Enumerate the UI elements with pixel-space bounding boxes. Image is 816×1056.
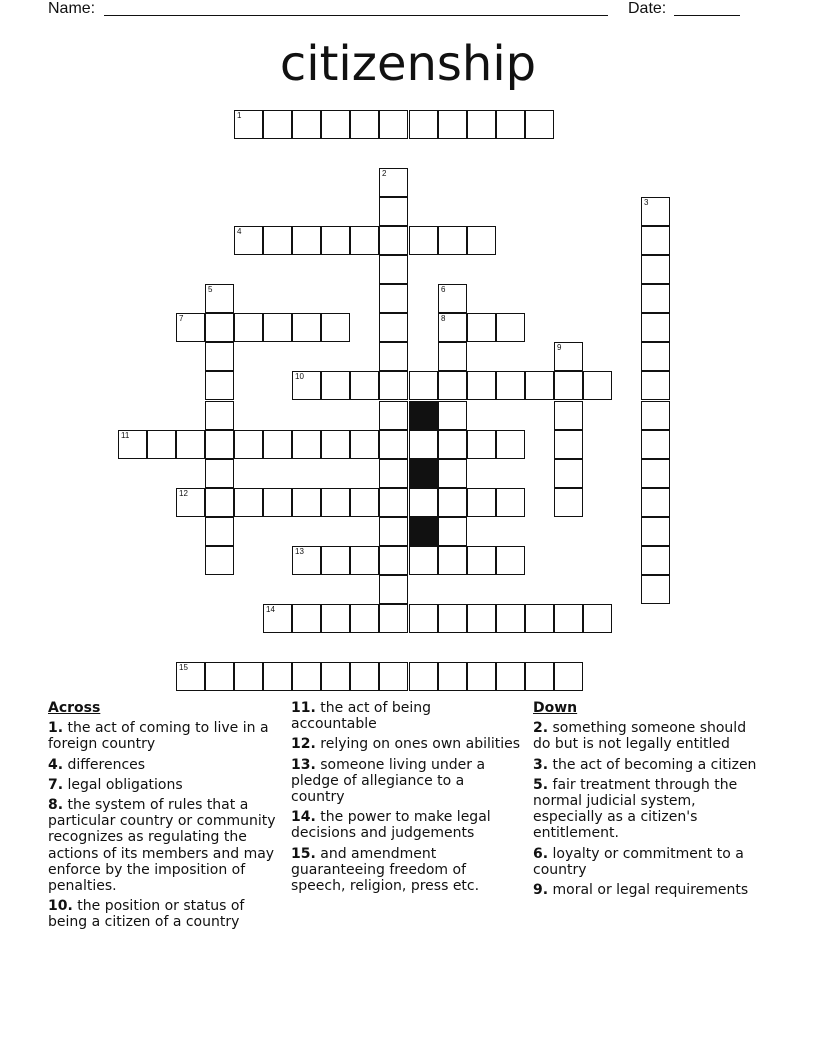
grid-cell[interactable] xyxy=(409,662,438,691)
clue-item xyxy=(291,757,521,806)
grid-cell[interactable] xyxy=(350,110,379,139)
grid-cell[interactable] xyxy=(263,226,292,255)
date-label: Date: xyxy=(628,0,667,17)
grid-cell[interactable] xyxy=(205,284,234,313)
grid-cell[interactable] xyxy=(176,662,205,691)
grid-cell[interactable] xyxy=(350,662,379,691)
grid-cell[interactable] xyxy=(467,313,496,342)
grid-cell[interactable] xyxy=(263,662,292,691)
grid-cell[interactable] xyxy=(205,488,234,517)
grid-cell[interactable] xyxy=(438,459,467,488)
grid-cell[interactable] xyxy=(205,546,234,575)
cell-number: 4 xyxy=(237,227,242,236)
grid-cell[interactable] xyxy=(234,488,263,517)
grid-cell[interactable] xyxy=(554,430,583,459)
cell-number: 2 xyxy=(382,169,387,178)
clue-text: the act of becoming a citizen xyxy=(548,756,757,773)
grid-cell[interactable] xyxy=(321,662,350,691)
clue-text: something someone should do but is not legally entitled xyxy=(533,720,747,753)
grid-cell[interactable] xyxy=(641,197,670,226)
grid-cell[interactable] xyxy=(438,226,467,255)
name-field[interactable] xyxy=(104,15,608,16)
grid-cell[interactable] xyxy=(292,371,321,400)
clue-item xyxy=(291,846,521,895)
clue-item xyxy=(533,720,763,752)
grid-cell[interactable] xyxy=(409,110,438,139)
clue-item xyxy=(48,797,278,894)
clue-number: 1. xyxy=(48,720,64,737)
grid-cell[interactable] xyxy=(438,546,467,575)
grid-cell[interactable] xyxy=(409,546,438,575)
grid-cell[interactable] xyxy=(554,459,583,488)
grid-cell[interactable] xyxy=(205,342,234,371)
clue-text: fair treatment through the normal judicial system, especially as a citizen's entitlement. xyxy=(533,776,738,842)
grid-cell[interactable] xyxy=(379,662,408,691)
grid-cell[interactable] xyxy=(641,459,670,488)
clue-text: the system of rules that a particular country or community recognizes as regulating the actions of its members and may enforce by the imposition of penalties. xyxy=(48,797,276,895)
clue-item xyxy=(533,846,763,878)
clue-number: 10. xyxy=(48,898,73,915)
grid-cell[interactable] xyxy=(641,371,670,400)
clue-text: and amendment guaranteeing freedom of speech, religion, press etc. xyxy=(291,845,480,895)
grid-cell[interactable] xyxy=(292,546,321,575)
across-clues-continued xyxy=(291,700,521,898)
clue-text: moral or legal requirements xyxy=(548,882,749,899)
grid-cell[interactable] xyxy=(496,662,525,691)
cell-number: 13 xyxy=(295,547,304,556)
clue-item xyxy=(291,809,521,841)
grid-cell[interactable] xyxy=(496,313,525,342)
grid-cell[interactable] xyxy=(409,488,438,517)
cell-number: 11 xyxy=(121,431,130,440)
grid-cell[interactable] xyxy=(641,401,670,430)
grid-cell[interactable] xyxy=(350,371,379,400)
grid-cell[interactable] xyxy=(379,604,408,633)
grid-cell[interactable] xyxy=(641,488,670,517)
date-field[interactable] xyxy=(674,15,740,16)
grid-cell[interactable] xyxy=(438,284,467,313)
grid-cell[interactable] xyxy=(438,110,467,139)
grid-cell[interactable] xyxy=(263,313,292,342)
grid-cell[interactable] xyxy=(641,575,670,604)
across-clue-list-continued xyxy=(291,700,521,894)
clue-text: differences xyxy=(63,756,146,773)
grid-cell[interactable] xyxy=(641,430,670,459)
grid-cell[interactable] xyxy=(350,604,379,633)
grid-cell[interactable] xyxy=(321,604,350,633)
grid-cell[interactable] xyxy=(409,604,438,633)
clue-item xyxy=(291,700,521,732)
cell-number: 9 xyxy=(557,343,562,352)
across-clue-list xyxy=(48,720,278,930)
cell-number: 15 xyxy=(179,663,188,672)
grid-cell[interactable] xyxy=(118,430,147,459)
clue-text: the act of being accountable xyxy=(291,700,431,733)
grid-cell[interactable] xyxy=(379,255,408,284)
clue-item xyxy=(533,757,763,773)
clue-text: loyalty or commitment to a country xyxy=(533,845,744,878)
grid-cell[interactable] xyxy=(234,313,263,342)
grid-cell[interactable] xyxy=(641,342,670,371)
grid-cell[interactable] xyxy=(641,284,670,313)
grid-cell[interactable] xyxy=(379,575,408,604)
grid-cell[interactable] xyxy=(467,488,496,517)
grid-cell[interactable] xyxy=(379,342,408,371)
clue-text: the power to make legal decisions and judgements xyxy=(291,809,491,842)
grid-cell[interactable] xyxy=(467,604,496,633)
grid-cell[interactable] xyxy=(467,110,496,139)
grid-cell[interactable] xyxy=(379,546,408,575)
grid-cell[interactable] xyxy=(438,430,467,459)
grid-cell[interactable] xyxy=(467,662,496,691)
grid-cell[interactable] xyxy=(263,110,292,139)
grid-cell[interactable] xyxy=(438,371,467,400)
clue-text: relying on ones own abilities xyxy=(315,736,521,753)
grid-cell[interactable] xyxy=(641,546,670,575)
grid-cell[interactable] xyxy=(438,313,467,342)
grid-cell[interactable] xyxy=(496,604,525,633)
grid-cell[interactable] xyxy=(554,342,583,371)
grid-cell[interactable] xyxy=(641,255,670,284)
clue-text: someone living under a pledge of allegiance to a country xyxy=(291,756,486,806)
cell-number: 14 xyxy=(266,605,275,614)
grid-cell[interactable] xyxy=(438,488,467,517)
grid-cell[interactable] xyxy=(321,546,350,575)
grid-cell[interactable] xyxy=(379,430,408,459)
cell-number: 10 xyxy=(295,372,304,381)
grid-cell[interactable] xyxy=(379,110,408,139)
grid-cell[interactable] xyxy=(554,371,583,400)
clue-number: 5. xyxy=(533,776,549,793)
grid-cell[interactable] xyxy=(321,110,350,139)
grid-cell[interactable] xyxy=(438,401,467,430)
grid-cell[interactable] xyxy=(496,110,525,139)
grid-cell[interactable] xyxy=(641,313,670,342)
cell-number: 1 xyxy=(237,111,242,120)
clue-item xyxy=(291,736,521,752)
grid-cell[interactable] xyxy=(176,313,205,342)
grid-cell[interactable] xyxy=(292,662,321,691)
grid-cell[interactable] xyxy=(496,488,525,517)
grid-cell[interactable] xyxy=(554,604,583,633)
clue-number: 4. xyxy=(48,756,64,773)
grid-cell[interactable] xyxy=(379,284,408,313)
grid-cell[interactable] xyxy=(321,430,350,459)
worksheet-header xyxy=(48,0,748,20)
grid-cell[interactable] xyxy=(496,371,525,400)
clue-number: 14. xyxy=(291,809,316,826)
grid-cell[interactable] xyxy=(350,546,379,575)
grid-cell[interactable] xyxy=(379,459,408,488)
clue-item xyxy=(533,777,763,842)
black-cell xyxy=(409,459,438,488)
clue-number: 2. xyxy=(533,720,549,737)
clue-number: 11. xyxy=(291,700,316,716)
grid-cell[interactable] xyxy=(641,226,670,255)
clue-number: 7. xyxy=(48,776,64,793)
grid-cell[interactable] xyxy=(525,604,554,633)
grid-cell[interactable] xyxy=(263,604,292,633)
grid-cell[interactable] xyxy=(438,517,467,546)
grid-cell[interactable] xyxy=(554,401,583,430)
grid-cell[interactable] xyxy=(263,488,292,517)
grid-cell[interactable] xyxy=(379,313,408,342)
grid-cell[interactable] xyxy=(496,546,525,575)
grid-cell[interactable] xyxy=(525,110,554,139)
grid-cell[interactable] xyxy=(350,488,379,517)
grid-cell[interactable] xyxy=(205,662,234,691)
grid-cell[interactable] xyxy=(379,488,408,517)
clue-text: the position or status of being a citizen of a country xyxy=(48,898,245,931)
grid-cell[interactable] xyxy=(205,430,234,459)
grid-cell[interactable] xyxy=(321,313,350,342)
grid-cell[interactable] xyxy=(292,604,321,633)
across-heading: Across xyxy=(48,700,101,716)
grid-cell[interactable] xyxy=(234,662,263,691)
clue-text: legal obligations xyxy=(63,776,183,793)
clue-item xyxy=(533,882,763,898)
grid-cell[interactable] xyxy=(176,488,205,517)
grid-cell[interactable] xyxy=(379,371,408,400)
cell-number: 12 xyxy=(179,489,188,498)
grid-cell[interactable] xyxy=(176,430,205,459)
grid-cell[interactable] xyxy=(554,488,583,517)
grid-cell[interactable] xyxy=(409,430,438,459)
grid-cell[interactable] xyxy=(496,430,525,459)
clue-text: the act of coming to live in a foreign country xyxy=(48,720,269,753)
black-cell xyxy=(409,517,438,546)
grid-cell[interactable] xyxy=(321,371,350,400)
grid-cell[interactable] xyxy=(234,226,263,255)
grid-cell[interactable] xyxy=(350,430,379,459)
grid-cell[interactable] xyxy=(409,371,438,400)
grid-cell[interactable] xyxy=(234,110,263,139)
grid-cell[interactable] xyxy=(379,226,408,255)
clue-item xyxy=(48,720,278,752)
down-heading: Down xyxy=(533,700,578,716)
grid-cell[interactable] xyxy=(205,313,234,342)
black-cell xyxy=(409,401,438,430)
clue-number: 8. xyxy=(48,797,64,814)
cell-number: 7 xyxy=(179,314,184,323)
down-clue-list xyxy=(533,720,763,898)
grid-cell[interactable] xyxy=(409,226,438,255)
clue-number: 15. xyxy=(291,845,316,862)
grid-cell[interactable] xyxy=(205,517,234,546)
grid-cell[interactable] xyxy=(525,371,554,400)
across-clues xyxy=(48,700,278,935)
clue-number: 13. xyxy=(291,756,316,773)
cell-number: 5 xyxy=(208,285,213,294)
down-clues xyxy=(533,700,763,902)
grid-cell[interactable] xyxy=(292,226,321,255)
clue-item xyxy=(48,777,278,793)
grid-cell[interactable] xyxy=(292,313,321,342)
name-label: Name: xyxy=(48,0,96,17)
grid-cell[interactable] xyxy=(467,226,496,255)
cell-number: 3 xyxy=(644,198,649,207)
cell-number: 6 xyxy=(441,285,446,294)
grid-cell[interactable] xyxy=(583,604,612,633)
grid-cell[interactable] xyxy=(554,662,583,691)
grid-cell[interactable] xyxy=(205,371,234,400)
cell-number: 8 xyxy=(441,314,446,323)
grid-cell[interactable] xyxy=(525,662,554,691)
grid-cell[interactable] xyxy=(147,430,176,459)
grid-cell[interactable] xyxy=(234,430,263,459)
grid-cell[interactable] xyxy=(438,662,467,691)
grid-cell[interactable] xyxy=(321,226,350,255)
grid-cell[interactable] xyxy=(321,488,350,517)
clue-number: 3. xyxy=(533,756,549,773)
grid-cell[interactable] xyxy=(205,401,234,430)
grid-cell[interactable] xyxy=(467,371,496,400)
grid-cell[interactable] xyxy=(583,371,612,400)
grid-cell[interactable] xyxy=(292,488,321,517)
grid-cell[interactable] xyxy=(263,430,292,459)
grid-cell[interactable] xyxy=(292,110,321,139)
page-title: citizenship xyxy=(279,36,537,92)
grid-cell[interactable] xyxy=(438,342,467,371)
grid-cell[interactable] xyxy=(379,197,408,226)
grid-cell[interactable] xyxy=(205,459,234,488)
clue-item xyxy=(48,898,278,930)
grid-cell[interactable] xyxy=(292,430,321,459)
clue-number: 9. xyxy=(533,882,549,899)
grid-cell[interactable] xyxy=(379,517,408,546)
grid-cell[interactable] xyxy=(467,546,496,575)
grid-cell[interactable] xyxy=(438,604,467,633)
clue-number: 12. xyxy=(291,736,316,753)
grid-cell[interactable] xyxy=(641,517,670,546)
grid-cell[interactable] xyxy=(350,226,379,255)
grid-cell[interactable] xyxy=(379,401,408,430)
clue-number: 6. xyxy=(533,845,549,862)
clue-item xyxy=(48,757,278,773)
grid-cell[interactable] xyxy=(379,168,408,197)
grid-cell[interactable] xyxy=(467,430,496,459)
